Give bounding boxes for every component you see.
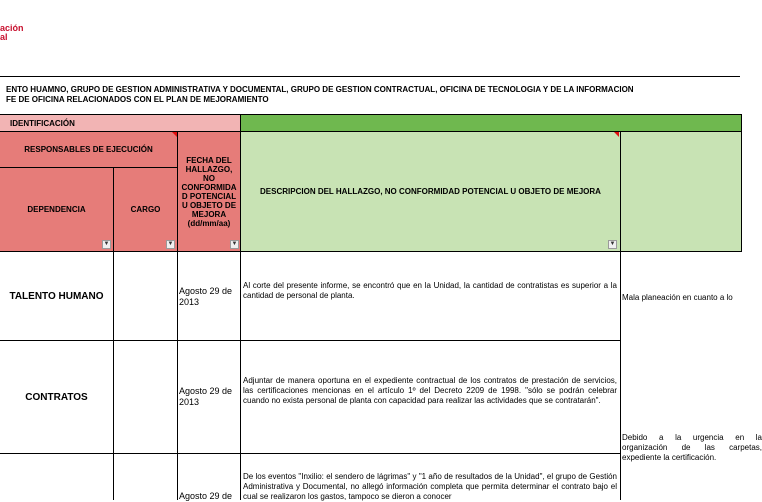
row-2-fecha[interactable]: [179, 386, 239, 408]
row-2-dependencia[interactable]: [0, 341, 113, 453]
header-cargo-label: CARGO: [130, 205, 161, 214]
row-3-dependencia[interactable]: [0, 454, 113, 500]
row-2-cargo[interactable]: [114, 341, 177, 453]
top-divider: [0, 76, 740, 77]
header-causa[interactable]: [620, 131, 742, 252]
row-3-descripcion[interactable]: [243, 472, 617, 500]
row-2-fecha-text: Agosto 29 de 2013: [179, 386, 233, 407]
row-1-descripcion[interactable]: [243, 281, 617, 301]
header-descripcion-label: DESCRIPCION DEL HALLAZGO, NO CONFORMIDAD POTENCIAL U OBJETO DE MEJORA: [260, 187, 601, 196]
header-dependencia[interactable]: [0, 167, 114, 252]
filter-dropdown-descripcion[interactable]: ▼: [609, 241, 616, 247]
grid-line: [620, 252, 621, 500]
row-3-cargo[interactable]: [114, 454, 177, 500]
row-3-fecha[interactable]: [179, 491, 239, 502]
row-2-causa[interactable]: [622, 433, 762, 463]
row-1-dependencia-text: TALENTO HUMANO: [9, 291, 104, 302]
row-1-fecha-text: Agosto 29 de 2013: [179, 286, 233, 307]
row-1-causa-text: Mala planeación en cuanto a lo: [622, 293, 733, 302]
row-1-dependencia[interactable]: [0, 253, 113, 340]
grid-line: [240, 252, 241, 500]
row-2-descripcion[interactable]: [243, 376, 617, 406]
row-2-causa-text: Debido a la urgencia en la organización de las carpetas, expediente la certificación.: [622, 433, 762, 462]
header-dependencia-label: DEPENDENCIA: [27, 205, 86, 214]
header-identificacion[interactable]: [0, 114, 241, 132]
entity-logo: [0, 24, 28, 44]
filter-dropdown-dependencia[interactable]: ▼: [103, 241, 110, 247]
row-1-cargo[interactable]: [114, 253, 177, 340]
sheet-title-line-2: FE DE OFICINA RELACIONADOS CON EL PLAN DE MEJORAMIENTO: [6, 95, 269, 104]
row-2-descripcion-text: Adjuntar de manera oportuna en el expediente contractual de los contratos de prestación de servicios, las certificaciones mencionas en el artículo 1º del Decreto 2209 de 1998. "sólo se podrán celebrar cuando no exista personal de planta con capacidad para realizar las actividades que se contratarán".: [243, 376, 617, 405]
row-1-descripcion-text: Al corte del presente informe, se encontró que en la Unidad, la cantidad de contratistas es superior a la cantidad de personal de planta.: [243, 281, 617, 300]
filter-dropdown-fecha[interactable]: ▼: [231, 241, 238, 247]
row-3-descripcion-text: De los eventos "Inxilio: el sendero de lágrimas" y "1 año de resultados de la Unidad", el grupo de Gestión Administrativa y Documental, no allegó información completa que permita determinar el contrato bajo el cual se realizaron los gastos, tampoco se dieron a conocer: [243, 472, 617, 501]
header-identificacion-label: IDENTIFICACIÓN: [10, 118, 75, 128]
logo-text-line-2: al: [0, 32, 8, 42]
header-responsables[interactable]: [0, 131, 178, 168]
sheet-title-line-1: ENTO HUAMNO, GRUPO DE GESTION ADMINISTRATIVA Y DOCUMENTAL, GRUPO DE GESTION CONTRACTUAL, OFICINA DE TECNOLOGIA Y DE LA INFORMACION: [6, 85, 634, 94]
header-responsables-label: RESPONSABLES DE EJECUCIÓN: [24, 145, 153, 154]
sheet-title: [6, 85, 740, 105]
row-2-dependencia-text: CONTRATOS: [25, 391, 88, 403]
comment-marker-icon[interactable]: [614, 132, 619, 137]
row-3-fecha-text: Agosto 29 de: [179, 491, 233, 501]
grid-line: [177, 252, 178, 500]
header-fecha-label: FECHA DEL HALLAZGO, NO CONFORMIDA D POTENCIAL U OBJETO DE MEJORA (dd/mm/aa): [181, 155, 237, 228]
row-1-fecha[interactable]: [179, 286, 239, 308]
logo-text-line-1: ación: [0, 23, 24, 33]
header-fecha[interactable]: [177, 131, 241, 252]
header-descripcion[interactable]: [240, 131, 621, 252]
row-1-causa[interactable]: [622, 293, 762, 303]
filter-dropdown-cargo[interactable]: ▼: [167, 241, 174, 247]
header-green-band[interactable]: [240, 114, 742, 132]
comment-marker-icon[interactable]: [172, 132, 177, 137]
